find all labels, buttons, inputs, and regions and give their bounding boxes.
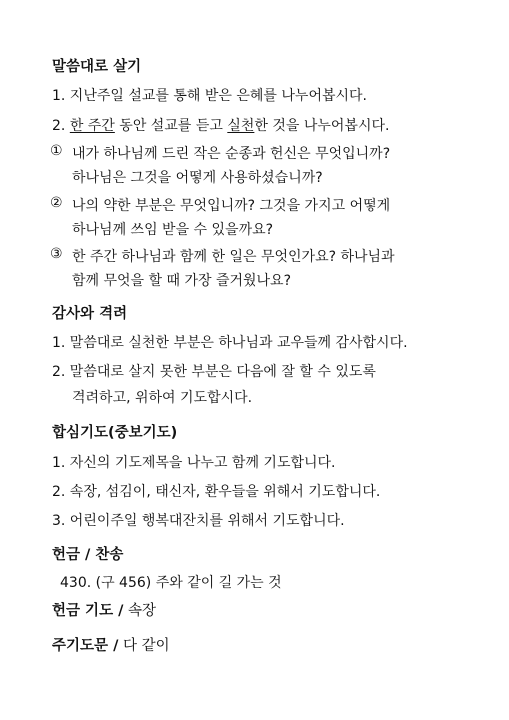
section-title-lords-prayer [52,634,170,655]
list-item-continuation: 격려하고, 위하여 기도합시다. [72,390,253,406]
section-title-offering-prayer [52,599,156,620]
item-text: 한 것을 나누어봅시다. [254,118,390,134]
hymn-line: 430. (구 456) 주와 같이 길 가는 것 [60,575,282,591]
underlined-text: 실천 [227,118,255,134]
section-title-offering-hymn: 헌금 / 찬송 [52,547,124,563]
list-item: 1. 말씀대로 실천한 부분은 하나님과 교우들께 감사합시다. [52,335,408,351]
underlined-text: 한 주간 [69,118,115,134]
list-item: 3. 어린이주일 행복대잔치를 위해서 기도합니다. [52,513,345,529]
offering-prayer-label: 헌금 기도 / [52,603,124,619]
list-item: 1. 자신의 기도제목을 나누고 함께 기도합니다. [52,455,336,471]
question-line: 내가 하나님께 드린 작은 순종과 헌신은 무엇입니까? [72,146,391,162]
question-mark-2: ② [50,195,63,211]
section-title-living-by-word: 말씀대로 살기 [52,59,142,75]
question-line: 함께 무엇을 할 때 가장 즐거웠나요? [72,273,292,289]
question-line: 한 주간 하나님과 함께 한 일은 무엇인가요? 하나님과 [72,249,395,265]
offering-prayer-leader: 속장 [123,603,157,619]
list-item [52,115,389,135]
question-line: 나의 약한 부분은 무엇입니까? 그것을 가지고 어떻게 [72,198,391,214]
item-number: 2. [52,118,66,134]
list-item: 2. 속장, 섬김이, 태신자, 환우들을 위해서 기도합니다. [52,484,381,500]
lords-prayer-label: 주기도문 / [52,638,119,654]
section-title-thanks-encouragement: 감사와 격려 [52,306,128,322]
question-mark-1: ① [50,143,63,159]
lords-prayer-leader: 다 같이 [118,638,170,654]
section-title-prayer: 합심기도(중보기도) [52,425,178,441]
list-item: 2. 말씀대로 살지 못한 부분은 다음에 잘 할 수 있도록 [52,364,376,380]
question-line: 하나님은 그것을 어떻게 사용하셨습니까? [72,170,323,186]
question-mark-3: ③ [50,246,63,262]
item-text: 동안 설교를 듣고 [114,118,228,134]
question-line: 하나님께 쓰임 받을 수 있을까요? [72,222,274,238]
list-item: 1. 지난주일 설교를 통해 받은 은혜를 나누어봅시다. [52,88,367,104]
